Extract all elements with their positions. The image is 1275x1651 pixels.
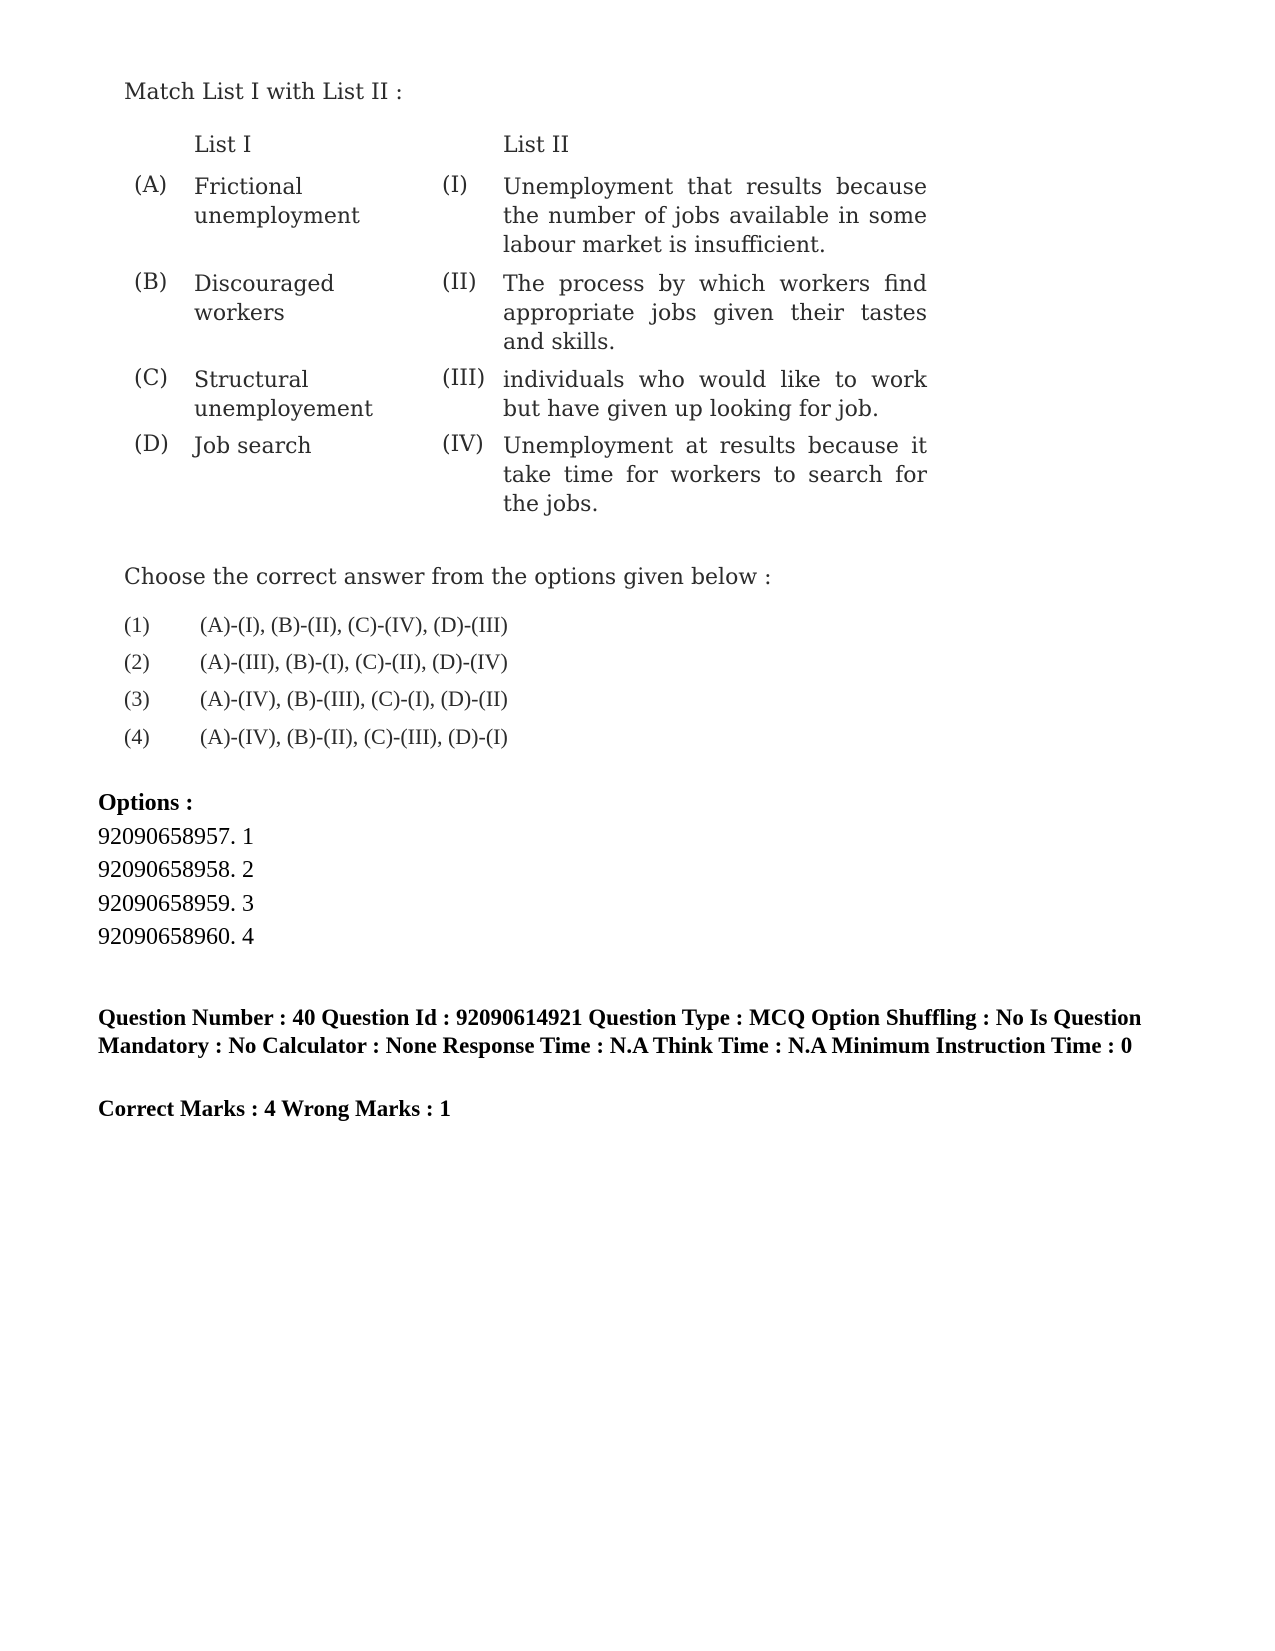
list-i-text: Discouraged workers [194, 272, 335, 326]
option-item: 92090658957. 1 [98, 824, 254, 850]
answer-text: (A)-(IV), (B)-(II), (C)-(III), (D)-(I) [200, 724, 508, 749]
answer-number: (3) [124, 686, 150, 711]
list-ii-text: The process by which workers find appropriate jobs given their tastes and skills. [503, 272, 927, 355]
list-i-label: (D) [134, 432, 169, 457]
question-image [0, 0, 1275, 780]
list-ii-label: (IV) [442, 432, 484, 457]
list-ii-text: Unemployment at results because it take time for workers to search for the jobs. [503, 434, 927, 517]
list-i-label: (B) [134, 270, 168, 295]
list-i-header: List I [194, 133, 252, 158]
list-i-text: Structural unemployement [194, 368, 373, 422]
answer-text: (A)-(IV), (B)-(III), (C)-(I), (D)-(II) [200, 686, 508, 711]
answer-option-4 [0, 724, 1275, 756]
option-item: 92090658959. 3 [98, 891, 254, 917]
marks-line: Correct Marks : 4 Wrong Marks : 1 [98, 1096, 451, 1121]
list-ii-text: individuals who would like to work but have given up looking for job. [503, 368, 927, 422]
list-i-label: (A) [134, 173, 168, 198]
option-item: 92090658958. 2 [98, 857, 254, 883]
answer-text: (A)-(I), (B)-(II), (C)-(IV), (D)-(III) [200, 612, 508, 637]
answer-number: (4) [124, 724, 150, 749]
answer-option-1 [0, 612, 1275, 644]
list-ii-label: (III) [442, 366, 486, 391]
choose-instruction: Choose the correct answer from the options given below : [124, 565, 772, 590]
answer-text: (A)-(III), (B)-(I), (C)-(II), (D)-(IV) [200, 649, 508, 674]
answer-option-2 [0, 649, 1275, 681]
list-i-label: (C) [134, 366, 168, 391]
list-ii-text: Unemployment that results because the number of jobs available in some labour market is insufficient. [503, 175, 927, 258]
answer-option-3 [0, 686, 1275, 718]
list-ii-label: (I) [442, 173, 468, 198]
list-i-text: Frictional unemployment [194, 175, 360, 229]
list-ii-label: (II) [442, 270, 477, 295]
match-instruction: Match List I with List II : [124, 80, 403, 105]
answer-number: (1) [124, 612, 150, 637]
list-ii-header: List II [503, 133, 570, 158]
question-meta: Question Number : 40 Question Id : 92090614921 Question Type : MCQ Option Shuffling : No Is Question Mandatory : No Calculator : None Response Time : N.A Think Time : N.A Minimum Instruction Time : 0 [98, 1005, 1142, 1058]
list-i-text: Job search [194, 434, 312, 459]
answer-number: (2) [124, 649, 150, 674]
option-item: 92090658960. 4 [98, 924, 254, 950]
options-heading: Options : [98, 790, 194, 816]
